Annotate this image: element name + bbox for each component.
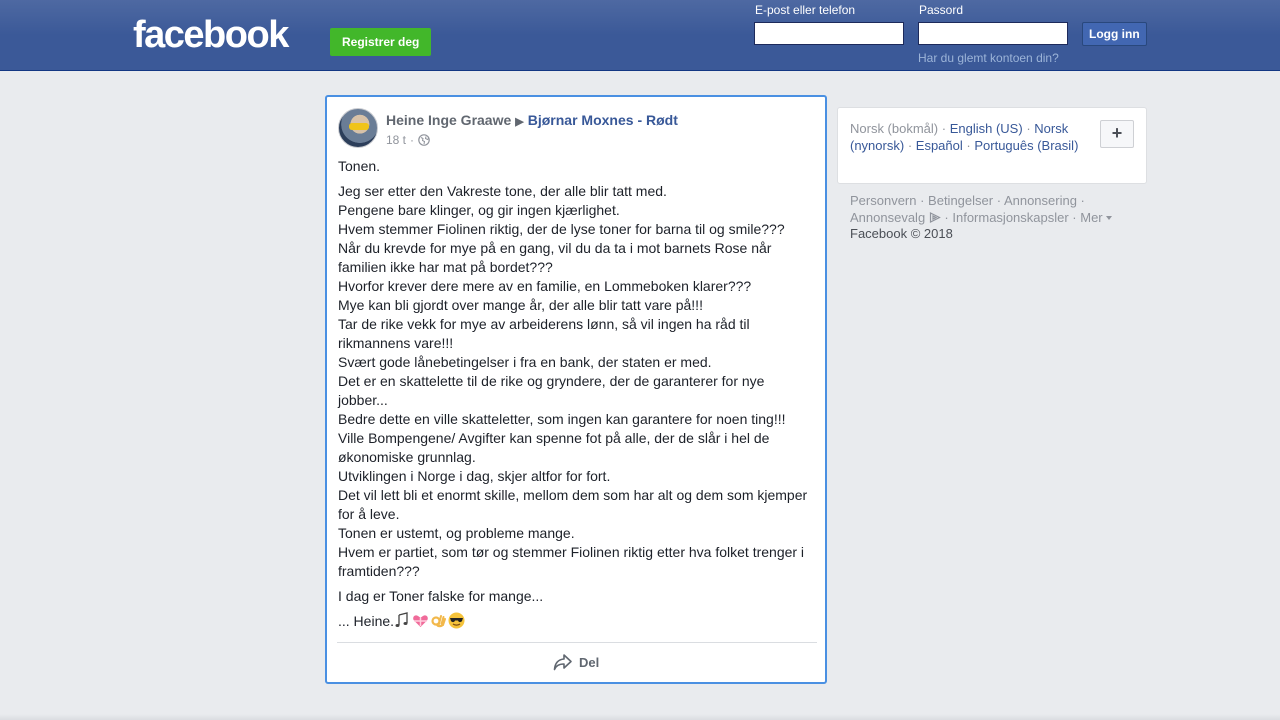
- email-label: E-post eller telefon: [755, 3, 856, 17]
- arrow-right-icon: ▶: [515, 116, 524, 128]
- post-paragraph: [338, 587, 808, 606]
- footer-more-link[interactable]: Mer: [1080, 210, 1103, 225]
- share-label: Del: [579, 654, 600, 670]
- footer-link[interactable]: Annonsering: [1003, 193, 1077, 208]
- sunglasses-face-icon: [448, 612, 465, 629]
- author-name[interactable]: Heine Inge Graawe: [386, 112, 512, 128]
- author-avatar[interactable]: [338, 108, 378, 148]
- plus-icon: +: [1111, 123, 1123, 143]
- post-line: Mye kan bli gjordt over mange år, der alle blir tatt vare på!!!: [338, 297, 703, 313]
- bottom-edge: [0, 714, 1280, 720]
- post-paragraph: [338, 157, 808, 176]
- language-link[interactable]: Español: [915, 138, 963, 153]
- footer-link[interactable]: Betingelser: [928, 193, 994, 208]
- signature-text: ... Heine.: [338, 613, 395, 629]
- post-line: Det vil lett bli et enormt skille, mellom dem som har alt og dem som kjemper for å leve.: [338, 487, 808, 522]
- musical-notes-icon: [394, 612, 411, 629]
- post-line: Tar de rike vekk for mye av arbeiderens lønn, så vil ingen ha råd til rikmannens vare!!!: [338, 316, 750, 351]
- login-button[interactable]: Logg inn: [1082, 22, 1147, 46]
- language-current: Norsk (bokmål): [850, 121, 939, 136]
- adchoices-icon: [929, 212, 941, 223]
- post-line: Pengene bare klinger, og gir ingen kjærlighet.: [338, 202, 620, 218]
- post-line: I dag er Toner falske for mange...: [338, 588, 544, 604]
- facebook-logo[interactable]: facebook: [133, 14, 288, 56]
- footer-link[interactable]: Informasjonskapsler: [952, 210, 1069, 225]
- post-line: Svært gode lånebetingelser i fra en bank, der staten er med.: [338, 354, 712, 370]
- more-languages-button[interactable]: [1100, 120, 1134, 148]
- divider: [337, 642, 817, 643]
- meta-separator: ·: [410, 133, 415, 147]
- post-line: Utviklingen i Norge i dag, skjer altfor for fort.: [338, 468, 611, 484]
- language-list: Norsk (bokmål) · English (US) · Norsk (nynorsk) · Español · Português (Brasil): [850, 121, 1079, 153]
- post-signature: [338, 612, 808, 631]
- share-icon: [553, 653, 573, 671]
- caret-down-icon: [1106, 216, 1112, 220]
- share-button[interactable]: [553, 653, 599, 671]
- register-button[interactable]: Registrer deg: [330, 28, 431, 56]
- footer-links: Personvern · Betingelser · Annonsering · Annonsevalg · Informasjonskapsler · Mer: [850, 192, 1130, 226]
- top-bar: [0, 0, 1280, 71]
- post-line: Når du krevde for mye på en gang, vil du da ta i mot barnets Rose når familien ikke har mat på bordet???: [338, 240, 772, 275]
- post-line: Tonen.: [338, 158, 381, 174]
- globe-icon[interactable]: [418, 134, 430, 146]
- password-field[interactable]: [918, 22, 1068, 45]
- post-time[interactable]: 18 t: [386, 133, 407, 147]
- footer-link[interactable]: Annonsevalg: [850, 210, 926, 225]
- post-text: [338, 157, 808, 637]
- post-line: Tonen er ustemt, og probleme mange.: [338, 525, 575, 541]
- target-page-name[interactable]: Bjørnar Moxnes - Rødt: [527, 112, 678, 128]
- post-meta: [386, 133, 430, 147]
- footer-link[interactable]: Personvern: [850, 193, 917, 208]
- post-line: Bedre dette en ville skatteletter, som ingen kan garantere for noen ting!!!: [338, 411, 786, 427]
- post-line: Ville Bompengene/ Avgifter kan spenne fot på alle, der de slår i hel de økonomiske grunnlag.: [338, 430, 770, 465]
- post-line: Hvem er partiet, som tør og stemmer Fiolinen riktig etter hva folket trenger i framtiden???: [338, 544, 805, 579]
- post-line: Det er en skattelette til de rike og gryndere, der de garanterer for nye jobber...: [338, 373, 765, 408]
- forgot-account-link[interactable]: Har du glemt kontoen din?: [918, 51, 1059, 65]
- post-paragraph: [338, 182, 808, 581]
- language-selector: [837, 107, 1147, 184]
- post-line: Jeg ser etter den Vakreste tone, der alle blir tatt med.: [338, 183, 667, 199]
- post-card: [325, 95, 827, 684]
- email-field[interactable]: [754, 22, 904, 45]
- password-label: Passord: [919, 3, 964, 17]
- ok-hand-icon: [430, 612, 447, 629]
- post-line: Hvem stemmer Fiolinen riktig, der de lyse toner for barna til og smile???: [338, 221, 785, 237]
- post-header: [386, 112, 678, 128]
- language-link[interactable]: Norsk (nynorsk): [850, 121, 1069, 153]
- language-link[interactable]: English (US): [949, 121, 1023, 136]
- copyright: Facebook © 2018: [850, 226, 953, 241]
- language-link[interactable]: Português (Brasil): [974, 138, 1079, 153]
- heart-gift-icon: [412, 612, 429, 629]
- post-line: Hvorfor krever dere mere av en familie, en Lommeboken klarer???: [338, 278, 752, 294]
